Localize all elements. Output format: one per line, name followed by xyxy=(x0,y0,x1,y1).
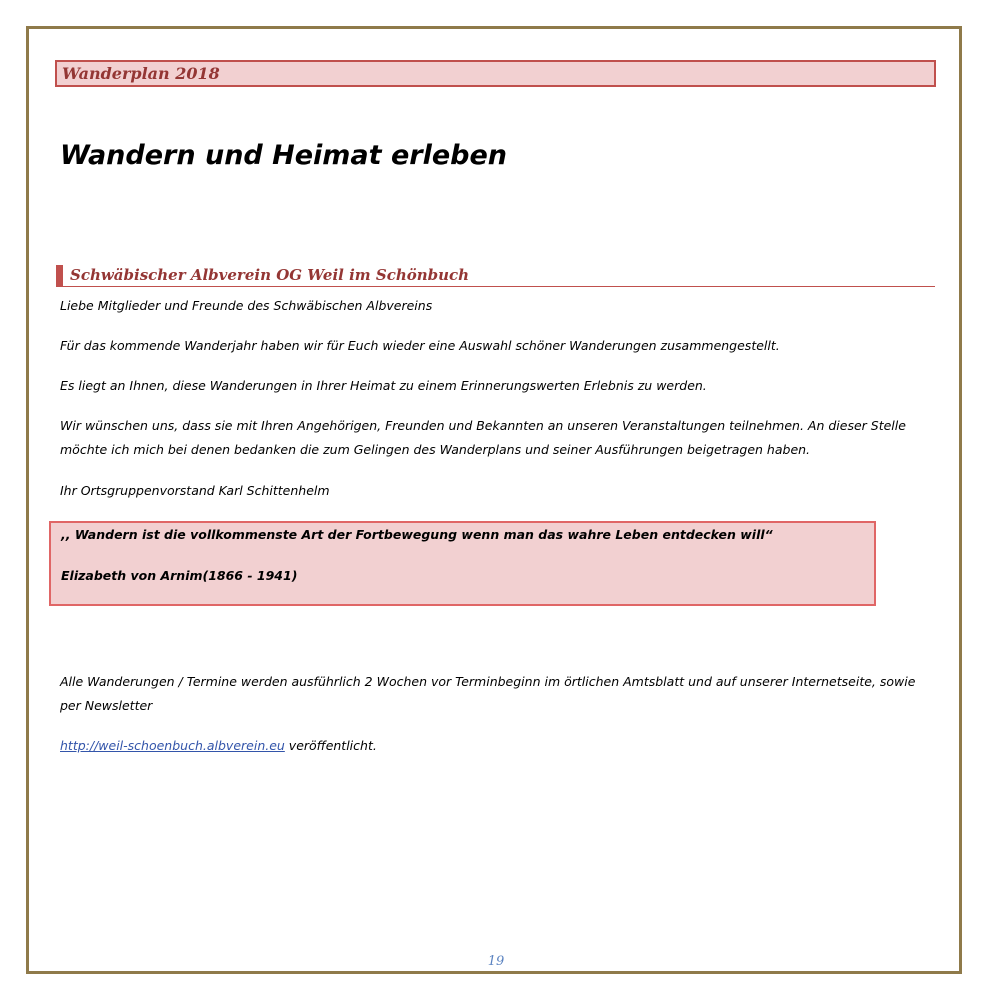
greeting-paragraph: Liebe Mitglieder und Freunde des Schwäbischen Albvereins xyxy=(60,298,433,313)
invite-paragraph: Es liegt an Ihnen, diese Wanderungen in Ihrer Heimat zu einem Erinnerungswerten Erlebnis zu werden. xyxy=(60,378,707,393)
announcement-paragraph: Alle Wanderungen / Termine werden ausführlich 2 Wochen vor Terminbeginn im örtlichen Amtsblatt und auf unserer Internetseite, sowie per Newsletter xyxy=(60,674,916,713)
section-marker xyxy=(56,265,63,286)
website-paragraph xyxy=(60,734,940,758)
quote-text: ,, Wandern ist die vollkommenste Art der Fortbewegung wenn man das wahre Leben entdecken will“ xyxy=(61,527,773,542)
intro-paragraph: Für das kommende Wanderjahr haben wir für Euch wieder eine Auswahl schöner Wanderungen zusammengestellt. xyxy=(60,338,780,353)
quote-box xyxy=(49,521,876,606)
section-heading-text: Schwäbischer Albverein OG Weil im Schönbuch xyxy=(70,266,470,284)
signature-paragraph: Ihr Ortsgruppenvorstand Karl Schittenhelm xyxy=(60,483,330,498)
running-header xyxy=(55,60,936,87)
running-header-title: Wanderplan 2018 xyxy=(62,64,220,83)
section-heading xyxy=(56,265,935,287)
page-title: Wandern und Heimat erleben xyxy=(60,140,508,171)
website-link[interactable]: http://weil-schoenbuch.albverein.eu xyxy=(60,738,285,753)
page-number: 19 xyxy=(487,954,505,969)
website-suffix: veröffentlicht. xyxy=(284,738,377,753)
quote-author: Elizabeth von Arnim(1866 - 1941) xyxy=(61,568,298,583)
thanks-paragraph: Wir wünschen uns, dass sie mit Ihren Angehörigen, Freunden und Bekannten an unseren Veranstaltungen teilnehmen. An dieser Stelle möchte ich mich bei denen bedanken die zum Gelingen des Wanderplans und seiner Ausführungen beigetragen haben. xyxy=(60,418,906,457)
